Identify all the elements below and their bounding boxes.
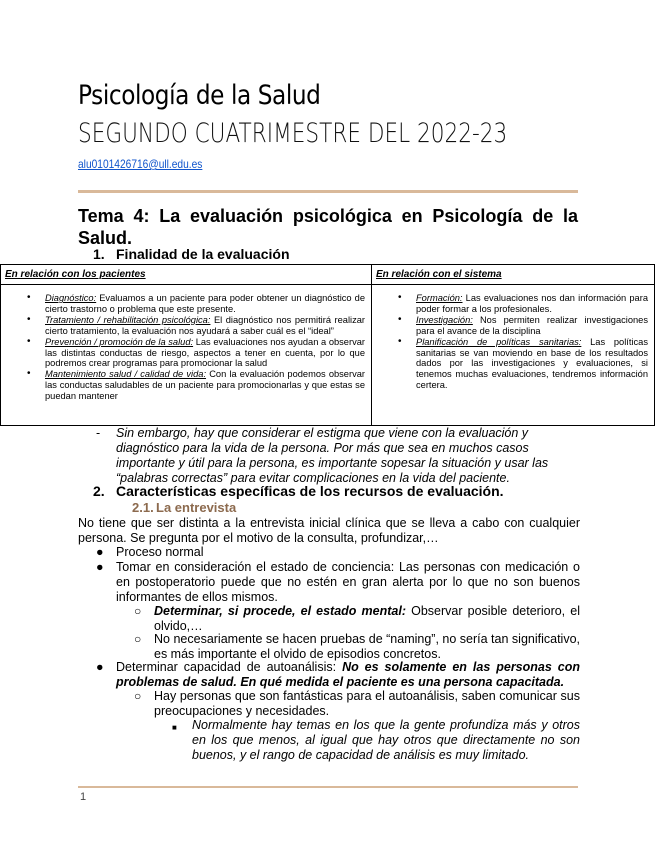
tema-heading: Tema 4: La evaluación psicológica en Psicología de la Salud. — [78, 206, 578, 248]
section-2-title: Características específicas de los recursos de evaluación. — [116, 483, 504, 499]
bullet-item — [96, 560, 580, 605]
list-item-text: Evaluamos a un paciente para poder obtener un diagnóstico de cierto trastorno o problema que este presente. — [45, 293, 365, 314]
pacientes-list — [1, 285, 371, 402]
list-item — [11, 315, 365, 337]
section-2-1-heading — [132, 500, 236, 515]
section-1-title: Finalidad de la evaluación — [116, 246, 290, 262]
section-1-number: 1. — [93, 246, 105, 262]
list-item-key: Tratamiento / rehabilitación psicológica: — [45, 314, 211, 325]
sub-bullet-item — [134, 632, 580, 662]
section-2-1-title: La entrevista — [156, 500, 237, 515]
list-item-text: El diagnóstico nos permitirá realizar cierto tratamiento, la evaluación nos ayudará a saber cuál es el “ideal” — [45, 314, 365, 336]
square-marker: ■ — [172, 723, 177, 732]
list-item-key: Mantenimiento salud / calidad de vida: — [45, 369, 207, 380]
list-item-text: Las políticas sanitarias se van moviendo en base de los resultados dados por las investigaciones y evaluaciones, si tenemos muchas evaluaciones, tendremos información certera. — [416, 336, 648, 391]
section-2-number: 2. — [93, 483, 105, 499]
bullet-marker: ● — [96, 660, 104, 674]
stigma-note-text: Sin embargo, hay que considerar el estigma que viene con la evaluación y diagnóstico para la vida de la persona. Por más que sea en muchos casos importante y útil para la persona, es importante sopesar la situación y usar las “palabras correctas” para evitar complicaciones en la vida del paciente. — [116, 426, 549, 485]
section-1-heading — [93, 246, 290, 262]
list-item — [382, 337, 648, 392]
list-item-key: Planificación de políticas sanitarias: — [416, 336, 582, 347]
list-item-text: Con la evaluación podemos observar las conductas saludables de un paciente para promocionarlas y que estas se puedan mantener — [45, 369, 365, 402]
list-item-text: Las evaluaciones nos ayudan a observar las distintas conductas de riesgo, aspectos a tener en cuenta, por lo que podremos crear programas para promocionar la salud — [45, 336, 365, 369]
list-item — [11, 293, 365, 315]
bullet-item — [96, 545, 580, 560]
table-cell-sistema — [372, 285, 655, 426]
intro-paragraph: No tiene que ser distinta a la entrevista inicial clínica que se lleva a cabo con cualquier persona. Se pregunta por el motivo de la consulta, profundizar,… — [78, 516, 580, 545]
sub-bullet-item — [134, 604, 580, 634]
dash-marker: - — [96, 426, 101, 440]
stigma-note — [96, 426, 580, 486]
sub-sub-bullet-text: Normalmente hay temas en los que la gente profundiza más y otros en los que menos, al igual que hay otros que directamente no son buenos, y el rango de capacidad de análisis es muy limitado. — [192, 718, 580, 762]
table-cell-pacientes — [1, 285, 372, 426]
section-2-heading — [93, 483, 504, 499]
circle-marker: ○ — [134, 604, 142, 618]
bullet-bold-text: No es solamente en las personas con problemas de salud. En qué medida el paciente es una persona capacitada. — [116, 660, 580, 689]
list-item-key: Diagnóstico: — [45, 293, 97, 303]
section-2-1-number: 2.1. — [132, 500, 154, 515]
table-header-sistema: En relación con el sistema — [372, 265, 655, 285]
bullet-marker: ● — [96, 545, 104, 559]
sub-bullet-text: Hay personas que son fantásticas para el autoanálisis, saben comunicar sus preocupaciones y necesidades. — [154, 689, 580, 718]
document-title: Psicología de la Salud — [78, 80, 321, 111]
sub-bullet-bold: Determinar, si procede, el estado mental: — [154, 604, 407, 618]
footer-divider — [78, 786, 578, 788]
list-item-key: Formación: — [416, 293, 463, 303]
document-subtitle: SEGUNDO CUATRIMESTRE DEL 2022-23 — [78, 118, 508, 149]
page-number: 1 — [80, 791, 87, 803]
list-item-text: Las evaluaciones nos dan información para poder formar a los profesionales. — [416, 293, 648, 314]
bullet-text: Tomar en consideración el estado de conciencia: Las personas con medicación o en postoperatorio puede que no estén en gran alerta por lo que no son buenos informantes de ellos mismos. — [116, 560, 580, 604]
list-item — [11, 337, 365, 370]
list-item — [382, 293, 648, 315]
circle-marker: ○ — [134, 689, 142, 703]
sub-sub-bullet-item — [172, 718, 580, 763]
bullet-item — [96, 660, 580, 690]
sub-bullet-item — [134, 689, 580, 719]
sistema-list — [372, 285, 654, 391]
circle-marker: ○ — [134, 632, 142, 646]
author-email-link[interactable]: alu0101426716@ull.edu.es — [78, 157, 203, 171]
table-header-pacientes: En relación con los pacientes — [1, 265, 372, 285]
bullet-text: Determinar capacidad de autoanálisis: — [116, 660, 343, 674]
bullet-text: Proceso normal — [116, 545, 204, 559]
list-item — [382, 315, 648, 337]
list-item-key: Investigación: — [416, 314, 473, 325]
bullet-marker: ● — [96, 560, 104, 574]
sub-bullet-text: Observar posible deterioro, el olvido,… — [154, 604, 580, 633]
sub-bullet-text: No necesariamente se hacen pruebas de “naming”, no sería tan significativo, es más importante el olvido de episodios concretos. — [154, 632, 580, 661]
relations-table — [0, 264, 655, 426]
header-divider — [78, 190, 578, 193]
list-item — [11, 369, 365, 402]
list-item-text: Nos permiten realizar investigaciones para el avance de la disciplina — [416, 314, 648, 336]
list-item-key: Prevención / promoción de la salud: — [45, 336, 194, 347]
